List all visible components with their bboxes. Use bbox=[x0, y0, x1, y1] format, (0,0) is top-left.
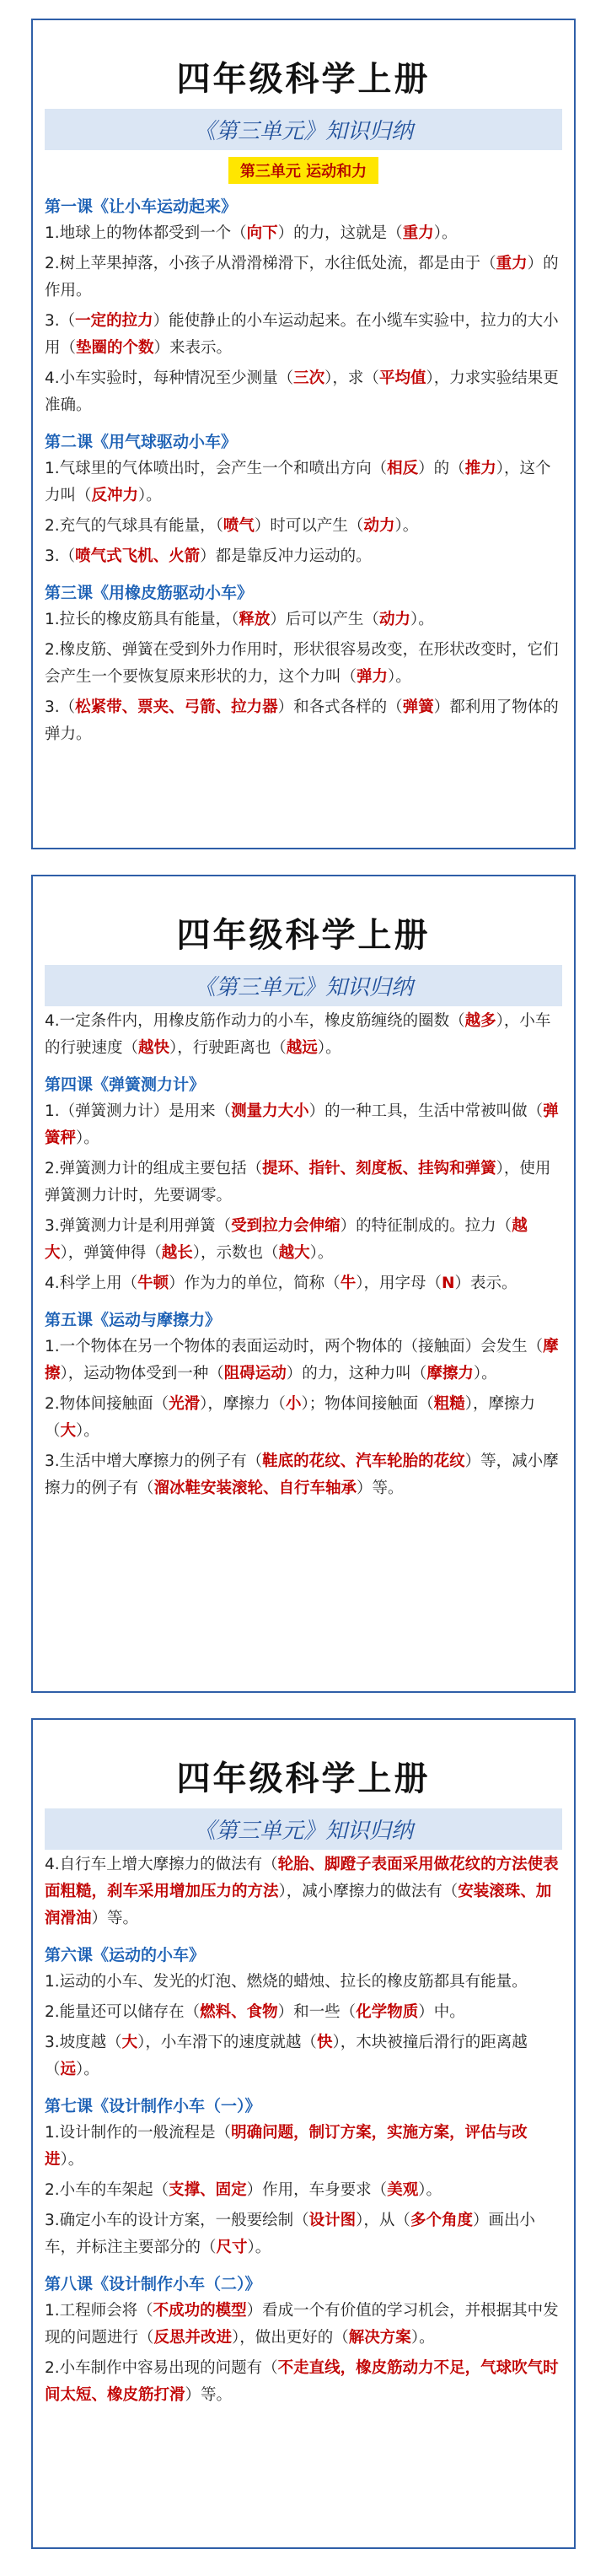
item-text: ）。 bbox=[76, 1129, 99, 1147]
knowledge-card-2 bbox=[31, 875, 576, 1693]
unit-subtitle: 《第三单元》知识归纳 bbox=[45, 965, 562, 1006]
item-text: 2.小车制作中容易出现的问题有（ bbox=[45, 2359, 278, 2377]
item-text: ）作为力的单位，简称（ bbox=[169, 1275, 341, 1292]
item-text: 1.拉长的橡皮筋具有能量，（ bbox=[45, 611, 239, 628]
highlighted-answer: 轮胎、脚蹬子表面采用做花纹的方法使表面粗糙，刹车采用增加压力的方法 bbox=[45, 1856, 559, 1900]
highlighted-answer: 反冲力 bbox=[91, 487, 139, 504]
unit-subtitle: 《第三单元》知识归纳 bbox=[45, 109, 562, 150]
knowledge-item bbox=[45, 2207, 562, 2261]
unit-badge-wrap bbox=[45, 157, 562, 184]
item-text: ），做出更好的（ bbox=[232, 2329, 349, 2347]
item-text: ）。 bbox=[473, 1365, 497, 1382]
item-text: ），摩擦力（ bbox=[200, 1395, 286, 1413]
highlighted-answer: 喷气 bbox=[223, 517, 255, 535]
item-text: ）和各式各样的（ bbox=[277, 698, 403, 716]
lesson-heading: 第四课《弹簧测力计》 bbox=[45, 1075, 206, 1094]
lesson-heading: 第五课《运动与摩擦力》 bbox=[45, 1311, 222, 1329]
highlighted-answer: 不成功的模型 bbox=[153, 2302, 247, 2320]
item-text: ）的作用。 bbox=[45, 255, 559, 299]
item-text: ）看成一个有价值的学习机会，并根据其中发现的问题进行（ bbox=[45, 2302, 559, 2347]
page-title: 四年级科学上册 bbox=[176, 1759, 431, 1798]
lesson-heading: 第六课《运动的小车》 bbox=[45, 1946, 206, 1964]
knowledge-item bbox=[45, 2120, 562, 2174]
item-text: 2.小车的车架起（ bbox=[45, 2181, 169, 2199]
item-text: 4.科学上用（ bbox=[45, 1275, 138, 1292]
knowledge-item bbox=[45, 2177, 562, 2204]
knowledge-item bbox=[45, 1969, 562, 1996]
knowledge-item bbox=[45, 455, 562, 509]
item-text: ），力求实验结果更准确。 bbox=[45, 369, 559, 414]
highlighted-answer: 重力 bbox=[402, 224, 434, 242]
knowledge-item bbox=[45, 1156, 562, 1210]
item-text: ）。 bbox=[410, 2329, 435, 2347]
item-text: 1.运动的小车、发光的灯泡、燃烧的蜡烛、拉长的橡皮筋都具有能量。 bbox=[45, 1973, 528, 1991]
knowledge-item bbox=[45, 637, 562, 691]
highlighted-answer: 相反 bbox=[387, 460, 419, 477]
highlighted-answer: 溜冰鞋安装滚轮、自行车轴承 bbox=[153, 1479, 357, 1497]
highlighted-answer: 摩擦 bbox=[45, 1338, 559, 1382]
highlighted-answer: 鞋底的花纹、汽车轮胎的花纹 bbox=[262, 1452, 465, 1470]
knowledge-card-3 bbox=[31, 1718, 576, 2549]
item-text: ）。 bbox=[388, 668, 411, 686]
highlighted-answer: 松紧带、票夹、弓箭、拉力器 bbox=[75, 698, 278, 716]
item-text: 1.工程师会将（ bbox=[45, 2302, 153, 2320]
item-text: ）。 bbox=[76, 2061, 99, 2078]
highlighted-answer: 垫圈的个数 bbox=[76, 339, 154, 357]
highlighted-answer: 大 bbox=[60, 1422, 77, 1440]
item-text: 3.弹簧测力计是利用弹簧（ bbox=[45, 1217, 232, 1235]
highlighted-answer: 动力 bbox=[363, 517, 395, 535]
item-text: ），求（ bbox=[324, 369, 379, 387]
item-text: ），示数也（ bbox=[192, 1244, 279, 1262]
item-text: ），这个力叫（ bbox=[45, 460, 551, 504]
knowledge-item bbox=[45, 1334, 562, 1388]
item-text: ）的一种工具，生活中常被叫做（ bbox=[308, 1102, 544, 1120]
knowledge-item bbox=[45, 543, 562, 570]
highlighted-answer: 向下 bbox=[246, 224, 278, 242]
highlighted-answer: 释放 bbox=[239, 611, 271, 628]
item-text: ）的力，这就是（ bbox=[277, 224, 403, 242]
item-text: ）时可以产生（ bbox=[254, 517, 364, 535]
knowledge-item bbox=[45, 2029, 562, 2083]
item-text: ）等。 bbox=[91, 1910, 139, 1927]
highlighted-answer: 弹簧秤 bbox=[45, 1102, 559, 1147]
highlighted-answer: 安装滚珠、加润滑油 bbox=[45, 1883, 552, 1927]
knowledge-item bbox=[45, 251, 562, 304]
highlighted-answer: 测量力大小 bbox=[231, 1102, 309, 1120]
item-text: 2.能量还可以储存在（ bbox=[45, 2003, 201, 2021]
item-text: ），摩擦力（ bbox=[45, 1395, 535, 1440]
highlighted-answer: 推力 bbox=[464, 460, 496, 477]
knowledge-item bbox=[45, 1391, 562, 1445]
highlighted-answer: 多个角度 bbox=[410, 2212, 473, 2229]
highlighted-answer: 重力 bbox=[496, 255, 528, 272]
knowledge-card-1 bbox=[31, 19, 576, 849]
highlighted-answer: 不走直线，橡皮筋动力不足，气球吹气时间太短、橡皮筋打滑 bbox=[45, 2359, 559, 2404]
item-text: ）都是靠反冲力运动的。 bbox=[200, 547, 372, 565]
highlighted-answer: 摩擦力 bbox=[426, 1365, 474, 1382]
knowledge-item bbox=[45, 1098, 562, 1152]
lesson-heading: 第二课《用气球驱动小车》 bbox=[45, 433, 238, 451]
knowledge-item bbox=[45, 694, 562, 748]
item-text: ）。 bbox=[309, 1244, 334, 1262]
lesson-heading: 第八课《设计制作小车（二）》 bbox=[45, 2275, 261, 2293]
item-text: 3.确定小车的设计方案，一般要绘制（ bbox=[45, 2212, 309, 2229]
knowledge-item bbox=[45, 308, 562, 362]
knowledge-item bbox=[45, 1448, 562, 1502]
item-text: ）。 bbox=[410, 611, 434, 628]
knowledge-item bbox=[45, 1008, 562, 1062]
item-text: ），使用弹簧测力计时，先要调零。 bbox=[45, 1160, 551, 1204]
highlighted-answer: 明确问题，制订方案，实施方案，评估与改进 bbox=[45, 2124, 528, 2169]
highlighted-answer: 粗糙 bbox=[433, 1395, 465, 1413]
item-text: 3.生活中增大摩擦力的例子有（ bbox=[45, 1452, 263, 1470]
item-text: 3.（ bbox=[45, 547, 76, 565]
knowledge-item bbox=[45, 1213, 562, 1267]
knowledge-item bbox=[45, 1270, 562, 1297]
highlighted-answer: 小 bbox=[285, 1395, 302, 1413]
item-text: ）等。 bbox=[185, 2386, 233, 2404]
item-text: 4.小车实验时，每种情况至少测量（ bbox=[45, 369, 294, 387]
item-text: 4.自行车上增大摩擦力的做法有（ bbox=[45, 1856, 278, 1873]
item-text: 4.一定条件内，用橡皮筋作动力的小车，橡皮筋缠绕的圈数（ bbox=[45, 1012, 465, 1030]
item-text: ）。 bbox=[433, 224, 458, 242]
item-text: 1.一个物体在另一个物体的表面运动时，两个物体的（接触面）会发生（ bbox=[45, 1338, 544, 1355]
item-text: ）等。 bbox=[357, 1479, 404, 1497]
item-text: ）的特征制成的。拉力（ bbox=[340, 1217, 512, 1235]
knowledge-item bbox=[45, 365, 562, 419]
item-text: ）。 bbox=[60, 2151, 84, 2169]
item-text: ）作用，车身要求（ bbox=[246, 2181, 388, 2199]
item-text: ）和一些（ bbox=[277, 2003, 357, 2021]
highlighted-answer: 大 bbox=[121, 2034, 138, 2051]
unit-badge: 第三单元 运动和力 bbox=[228, 157, 378, 184]
highlighted-answer: 越快 bbox=[138, 1039, 170, 1057]
highlighted-answer: 解决方案 bbox=[348, 2329, 411, 2347]
item-text: ），木块被撞后滑行的距离越（ bbox=[45, 2034, 528, 2078]
item-text: ）中。 bbox=[418, 2003, 465, 2021]
highlighted-answer: 支撑、固定 bbox=[169, 2181, 247, 2199]
page-title: 四年级科学上册 bbox=[176, 915, 431, 955]
item-text: ）的力，这种力叫（ bbox=[286, 1365, 427, 1382]
highlighted-answer: 远 bbox=[60, 2061, 77, 2078]
item-text: 1.气球里的气体喷出时，会产生一个和喷出方向（ bbox=[45, 460, 388, 477]
highlighted-answer: 平均值 bbox=[378, 369, 426, 387]
highlighted-answer: 光滑 bbox=[169, 1395, 201, 1413]
unit-subtitle: 《第三单元》知识归纳 bbox=[45, 1808, 562, 1850]
item-text: ），从（ bbox=[356, 2212, 410, 2229]
knowledge-item bbox=[45, 1999, 562, 2026]
item-text: ），行驶距离也（ bbox=[169, 1039, 287, 1057]
knowledge-item bbox=[45, 220, 562, 247]
item-text: ）表示。 bbox=[454, 1275, 518, 1292]
highlighted-answer: 越大 bbox=[278, 1244, 310, 1262]
highlighted-answer: 提环、指针、刻度板、挂钩和弹簧 bbox=[262, 1160, 496, 1178]
highlighted-answer: 设计图 bbox=[308, 2212, 357, 2229]
highlighted-answer: 快 bbox=[316, 2034, 333, 2051]
item-text: ），小车滑下的速度就越（ bbox=[137, 2034, 317, 2051]
highlighted-answer: 弹簧 bbox=[402, 698, 434, 716]
item-text: 3.（ bbox=[45, 698, 76, 716]
item-text: ），减小摩擦力的做法有（ bbox=[278, 1883, 459, 1900]
knowledge-item bbox=[45, 513, 562, 540]
highlighted-answer: 反思并改进 bbox=[153, 2329, 233, 2347]
highlighted-answer: N bbox=[441, 1275, 455, 1292]
lesson-heading: 第一课《让小车运动起来》 bbox=[45, 197, 238, 216]
highlighted-answer: 尺寸 bbox=[216, 2239, 248, 2256]
item-text: 2.树上苹果掉落，小孩子从滑滑梯滑下，水往低处流，都是由于（ bbox=[45, 255, 496, 272]
item-text: ）。 bbox=[394, 517, 419, 535]
item-text: ）的（ bbox=[418, 460, 465, 477]
item-text: 2.橡皮筋、弹簧在受到外力作用时，形状很容易改变，在形状改变时，它们会产生一个要恢复原来形状的力，这个力叫（ bbox=[45, 641, 559, 686]
highlighted-answer: 喷气式飞机、火箭 bbox=[75, 547, 201, 565]
item-text: ）；物体间接触面（ bbox=[301, 1395, 434, 1413]
knowledge-item bbox=[45, 1851, 562, 1932]
item-text: 2.弹簧测力计的组成主要包括（ bbox=[45, 1160, 263, 1178]
lesson-heading: 第三课《用橡皮筋驱动小车》 bbox=[45, 584, 254, 602]
highlighted-answer: 越远 bbox=[286, 1039, 318, 1057]
highlighted-answer: 三次 bbox=[293, 369, 325, 387]
highlighted-answer: 越多 bbox=[464, 1012, 496, 1030]
item-text: ）。 bbox=[76, 1422, 99, 1440]
knowledge-item bbox=[45, 606, 562, 633]
highlighted-answer: 越大 bbox=[45, 1217, 528, 1262]
item-text: 2.物体间接触面（ bbox=[45, 1395, 169, 1413]
item-text: ）等，减小摩擦力的例子有（ bbox=[45, 1452, 559, 1497]
item-text: ）来表示。 bbox=[153, 339, 233, 357]
item-text: ），用字母（ bbox=[356, 1275, 442, 1292]
item-text: ）后可以产生（ bbox=[270, 611, 379, 628]
item-text: ）能使静止的小车运动起来。在小缆车实验中，拉力的大小用（ bbox=[45, 312, 559, 357]
item-text: ），小车的行驶速度（ bbox=[45, 1012, 551, 1057]
page-title: 四年级科学上册 bbox=[176, 59, 431, 99]
highlighted-answer: 动力 bbox=[378, 611, 410, 628]
item-text: 1.设计制作的一般流程是（ bbox=[45, 2124, 232, 2142]
highlighted-answer: 受到拉力会伸缩 bbox=[231, 1217, 341, 1235]
knowledge-item bbox=[45, 2298, 562, 2352]
highlighted-answer: 牛 bbox=[340, 1275, 357, 1292]
item-text: 3.（ bbox=[45, 312, 76, 330]
knowledge-item bbox=[45, 2355, 562, 2409]
item-text: ），弹簧伸得（ bbox=[60, 1244, 162, 1262]
item-text: ）画出小车，并标注主要部分的（ bbox=[45, 2212, 535, 2256]
item-text: 3.坡度越（ bbox=[45, 2034, 122, 2051]
highlighted-answer: 燃料、食物 bbox=[200, 2003, 278, 2021]
item-text: ）。 bbox=[317, 1039, 341, 1057]
item-text: ）。 bbox=[247, 2239, 271, 2256]
lesson-heading: 第七课《设计制作小车（一）》 bbox=[45, 2097, 261, 2115]
item-text: ）都利用了物体的弹力。 bbox=[45, 698, 559, 743]
item-text: ）。 bbox=[418, 2181, 442, 2199]
highlighted-answer: 化学物质 bbox=[356, 2003, 419, 2021]
highlighted-answer: 美观 bbox=[387, 2181, 419, 2199]
item-text: ），运动物体受到一种（ bbox=[60, 1365, 224, 1382]
highlighted-answer: 越长 bbox=[161, 1244, 193, 1262]
item-text: 2.充气的气球具有能量，（ bbox=[45, 517, 223, 535]
highlighted-answer: 阻碍运动 bbox=[223, 1365, 287, 1382]
highlighted-answer: 一定的拉力 bbox=[75, 312, 153, 330]
highlighted-answer: 弹力 bbox=[357, 668, 389, 686]
item-text: ）。 bbox=[138, 487, 162, 504]
item-text: 1.（弹簧测力计）是用来（ bbox=[45, 1102, 232, 1120]
highlighted-answer: 牛顿 bbox=[137, 1275, 169, 1292]
item-text: 1.地球上的物体都受到一个（ bbox=[45, 224, 247, 242]
